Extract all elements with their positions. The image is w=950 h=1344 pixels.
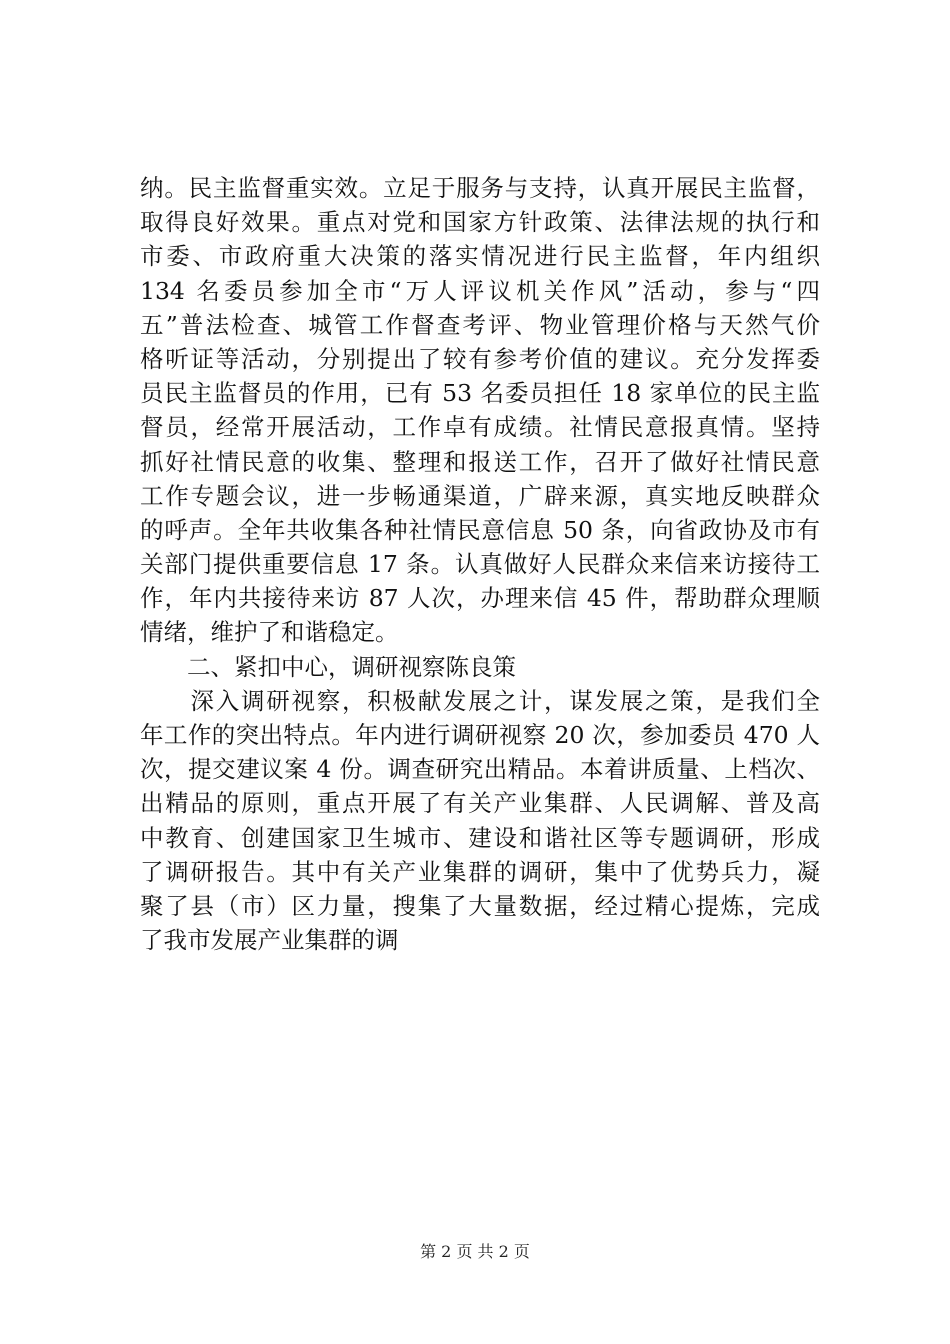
text-line: 134 名委员参加全市“万人评议机关作风”活动，参与“四 — [140, 276, 820, 305]
text-line: 关部门提供重要信息 17 条。认真做好人民群众来信来访接待工 — [140, 550, 820, 579]
text-line: 五”普法检查、城管工作督查考评、物业管理价格与天然气价 — [140, 310, 820, 339]
text-line: 抓好社情民意的收集、整理和报送工作，召开了做好社情民意 — [140, 447, 820, 476]
text-line: 取得良好效果。重点对党和国家方针政策、法律法规的执行和 — [140, 208, 820, 237]
text-line: 督员，经常开展活动，工作卓有成绩。社情民意报真情。坚持 — [140, 413, 820, 442]
text-line: 作，年内共接待来访 87 人次，办理来信 45 件，帮助群众理顺 — [140, 584, 820, 613]
text-line: 了我市发展产业集群的调 — [140, 926, 399, 955]
section-heading: 二、紧扣中心，调研视察陈良策 — [140, 652, 516, 681]
text-line: 次，提交建议案 4 份。调查研究出精品。本着讲质量、上档次、 — [140, 755, 820, 784]
text-line: 出精品的原则，重点开展了有关产业集群、人民调解、普及高 — [140, 789, 820, 818]
text-line: 聚了县（市）区力量，搜集了大量数据，经过精心提炼，完成 — [140, 891, 820, 920]
text-line: 的呼声。全年共收集各种社情民意信息 50 条，向省政协及市有 — [140, 515, 820, 544]
text-line: 情绪，维护了和谐稳定。 — [140, 618, 399, 647]
text-line: 了调研报告。其中有关产业集群的调研，集中了优势兵力，凝 — [140, 857, 820, 886]
text-line: 深入调研视察，积极献发展之计，谋发展之策，是我们全 — [140, 686, 820, 715]
text-line: 市委、市政府重大决策的落实情况进行民主监督，年内组织 — [140, 242, 820, 271]
text-line: 中教育、创建国家卫生城市、建设和谐社区等专题调研，形成 — [140, 823, 820, 852]
text-line: 纳。民主监督重实效。立足于服务与支持，认真开展民主监督， — [140, 174, 820, 202]
text-line: 年工作的突出特点。年内进行调研视察 20 次，参加委员 470 人 — [140, 721, 820, 749]
text-line: 员民主监督员的作用，已有 53 名委员担任 18 家单位的民主监 — [140, 379, 820, 408]
text-line: 格听证等活动，分别提出了较有参考价值的建议。充分发挥委 — [140, 344, 820, 373]
text-line: 工作专题会议，进一步畅通渠道，广辟来源，真实地反映群众 — [140, 481, 820, 510]
page-number-footer: 第 2 页 共 2 页 — [420, 1242, 530, 1261]
body-text — [140, 171, 820, 957]
